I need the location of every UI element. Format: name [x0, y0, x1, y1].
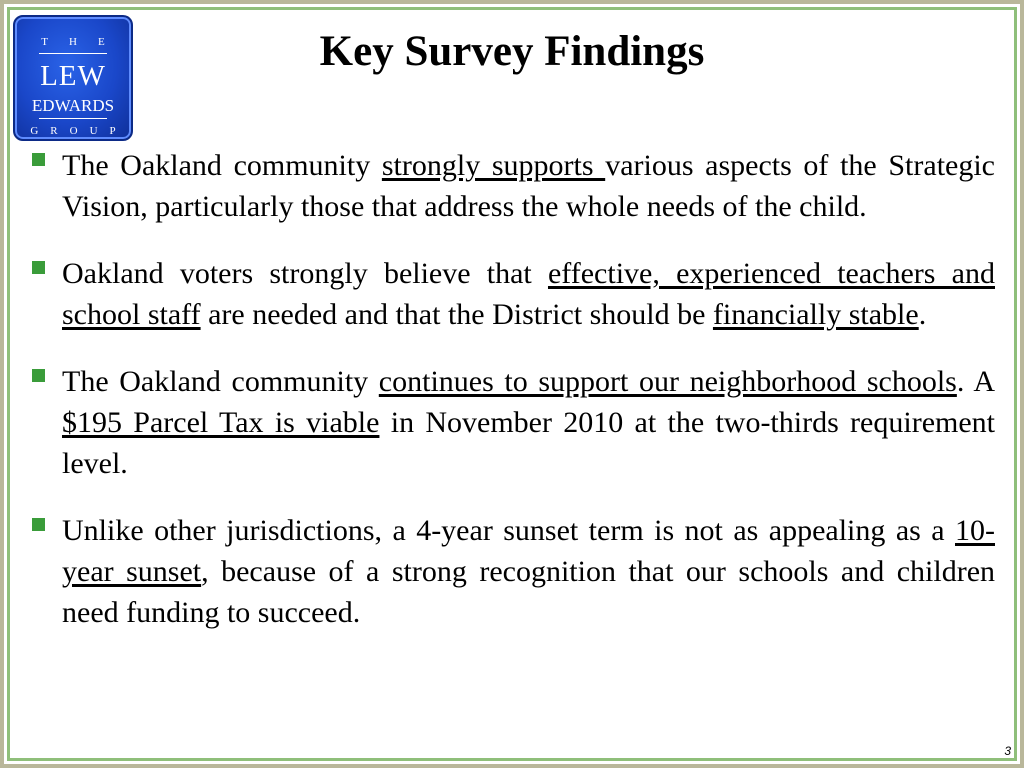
page-number: 3 — [1004, 744, 1011, 758]
bullet-text: in November 2010 at the two-thirds requirement level. — [62, 406, 995, 480]
bullet-text: are needed and that the District should be — [200, 298, 713, 331]
bullet-text: . — [918, 298, 927, 331]
logo-line-lew: LEW — [40, 60, 106, 92]
finding-bullet — [62, 361, 995, 484]
logo-rule-bottom — [39, 118, 107, 119]
logo-line-edwards: EDWARDS — [31, 96, 115, 115]
logo-line-group: GROUP — [30, 125, 128, 137]
finding-bullet — [62, 510, 995, 633]
logo-rule-top — [39, 53, 107, 54]
findings-list — [62, 145, 995, 659]
underlined-phrase: $195 Parcel Tax is viable — [62, 406, 380, 439]
bullet-square-icon — [32, 261, 45, 274]
finding-bullet — [62, 145, 995, 227]
bullet-square-icon — [32, 518, 45, 531]
underlined-phrase: continues to support our neighborhood schools — [378, 365, 957, 398]
bullet-text: various aspects of the Strategic Vision, particularly those that address the whole needs of the child. — [62, 149, 995, 223]
underlined-phrase: strongly supports — [381, 149, 606, 182]
underlined-phrase: financially stable — [712, 298, 919, 331]
underlined-phrase: effective, experienced teachers and school staff — [62, 257, 995, 331]
logo-line-the: THE — [41, 36, 126, 48]
finding-bullet — [62, 253, 995, 335]
slide-title: Key Survey Findings — [319, 28, 705, 75]
bullet-text: The Oakland community — [62, 149, 382, 182]
bullet-text: , because of a strong recognition that our schools and children need funding to succeed. — [62, 555, 996, 629]
bullet-square-icon — [32, 369, 45, 382]
bullet-text: . A — [956, 365, 995, 398]
bullet-text: The Oakland community — [62, 365, 379, 398]
bullet-square-icon — [32, 153, 45, 166]
lew-edwards-group-logo — [13, 15, 133, 141]
bullet-text: Unlike other jurisdictions, a 4-year sunset term is not as appealing as a — [62, 514, 955, 547]
bullet-text: Oakland voters strongly believe that — [62, 257, 548, 290]
underlined-phrase: 10-year sunset — [62, 514, 995, 588]
